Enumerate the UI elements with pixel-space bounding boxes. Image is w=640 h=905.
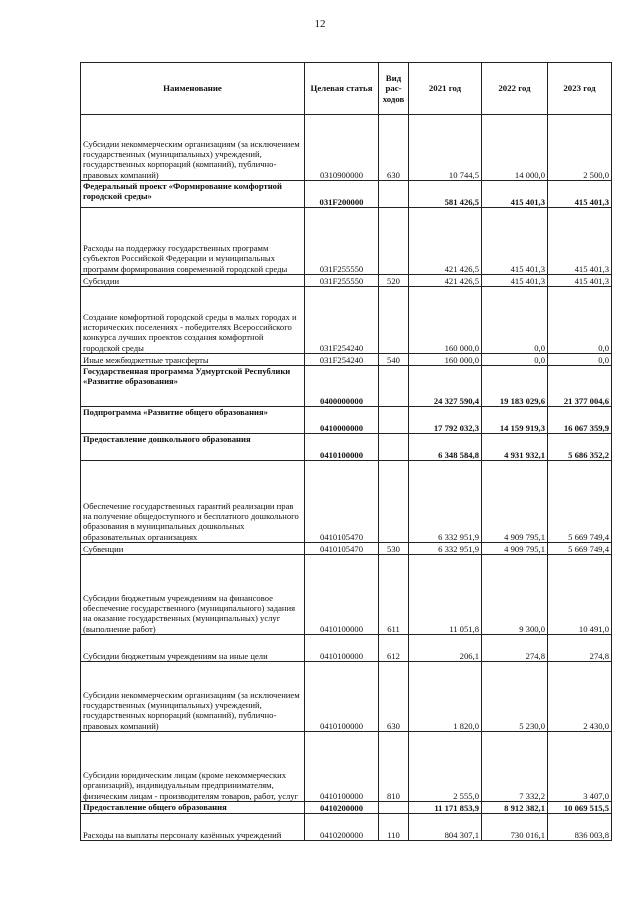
- table-row: [81, 543, 612, 555]
- row-kind: [379, 434, 409, 461]
- row-2022: 9 300,0: [482, 555, 548, 635]
- row-name: Субсидии бюджетным учреждениям на иные цели: [81, 635, 305, 662]
- row-2022: 415 401,3: [482, 275, 548, 287]
- row-code: 0410200000: [305, 814, 379, 841]
- row-2023: 415 401,3: [548, 181, 612, 208]
- row-2021: 804 307,1: [409, 814, 482, 841]
- row-code: 0410100000: [305, 635, 379, 662]
- row-2022: 0,0: [482, 287, 548, 354]
- row-2022: 4 931 932,1: [482, 434, 548, 461]
- row-2023: 0,0: [548, 287, 612, 354]
- row-2023: 2 430,0: [548, 662, 612, 732]
- row-2021: 206,1: [409, 635, 482, 662]
- header-year-2022: 2022 год: [482, 63, 548, 115]
- table-row: [81, 635, 612, 662]
- row-2021: 1 820,0: [409, 662, 482, 732]
- row-2022: 274,8: [482, 635, 548, 662]
- row-2022: 415 401,3: [482, 208, 548, 275]
- row-2022: 0,0: [482, 354, 548, 366]
- row-2023: 5 686 352,2: [548, 434, 612, 461]
- row-name: Предоставление дошкольного образования: [81, 434, 305, 461]
- row-2023: 415 401,3: [548, 275, 612, 287]
- row-code: 0310900000: [305, 115, 379, 181]
- header-expense-type: Вид рас-ходов: [379, 63, 409, 115]
- row-code: 0410100000: [305, 732, 379, 802]
- row-kind: [379, 407, 409, 434]
- row-2022: 4 909 795,1: [482, 461, 548, 543]
- row-2021: 11 171 853,9: [409, 802, 482, 814]
- row-2022: 415 401,3: [482, 181, 548, 208]
- row-name: Субвенции: [81, 543, 305, 555]
- row-code: 031F255550: [305, 275, 379, 287]
- row-2023: 2 500,0: [548, 115, 612, 181]
- header-name: Наименование: [81, 63, 305, 115]
- row-2021: 6 332 951,9: [409, 461, 482, 543]
- row-kind: 530: [379, 543, 409, 555]
- header-row: [81, 63, 612, 115]
- row-kind: [379, 802, 409, 814]
- row-name: Федеральный проект «Формирование комфортной городской среды»: [81, 181, 305, 208]
- row-kind: 810: [379, 732, 409, 802]
- table-row: [81, 208, 612, 275]
- row-kind: 520: [379, 275, 409, 287]
- row-2021: 17 792 032,3: [409, 407, 482, 434]
- row-2021: 10 744,5: [409, 115, 482, 181]
- row-code: 0410200000: [305, 802, 379, 814]
- row-2022: 19 183 029,6: [482, 366, 548, 407]
- row-2023: 415 401,3: [548, 208, 612, 275]
- row-kind: 630: [379, 115, 409, 181]
- row-name: Создание комфортной городской среды в малых городах и исторических поселениях - победителях Всероссийского конкурса лучших проектов создания комфортной городской среды: [81, 287, 305, 354]
- row-2022: 4 909 795,1: [482, 543, 548, 555]
- row-2022: 8 912 382,1: [482, 802, 548, 814]
- row-name: Подпрограмма «Развитие общего образования»: [81, 407, 305, 434]
- row-name: Предоставление общего образования: [81, 802, 305, 814]
- row-2021: 421 426,5: [409, 208, 482, 275]
- row-name: Иные межбюджетные трансферты: [81, 354, 305, 366]
- row-name: Расходы на поддержку государственных программ субъектов Российской Федерации и муниципальных программ формирования современной городской среды: [81, 208, 305, 275]
- row-name: Субсидии: [81, 275, 305, 287]
- row-name: Обеспечение государственных гарантий реализации прав на получение общедоступного и бесплатного дошкольного образования в муниципальных дошкольных образовательных организациях: [81, 461, 305, 543]
- row-code: 031F254240: [305, 287, 379, 354]
- row-2021: 6 348 584,8: [409, 434, 482, 461]
- row-2022: 14 000,0: [482, 115, 548, 181]
- row-2023: 16 067 359,9: [548, 407, 612, 434]
- row-code: 0410000000: [305, 407, 379, 434]
- row-2021: 11 051,8: [409, 555, 482, 635]
- table-row: [81, 407, 612, 434]
- row-code: 031F200000: [305, 181, 379, 208]
- row-code: 0410100000: [305, 662, 379, 732]
- row-2022: 7 332,2: [482, 732, 548, 802]
- table-row: [81, 287, 612, 354]
- row-name: Государственная программа Удмуртской Республики «Развитие образования»: [81, 366, 305, 407]
- page-number: 12: [314, 18, 326, 30]
- row-2023: 0,0: [548, 354, 612, 366]
- row-name: Субсидии некоммерческим организациям (за исключением государственных (муниципальных) учреждений, государственных корпораций (компаний), публично-правовых компаний): [81, 115, 305, 181]
- row-name: Субсидии некоммерческим организациям (за исключением государственных (муниципальных) учреждений, государственных корпораций (компаний), публично-правовых компаний): [81, 662, 305, 732]
- table-row: [81, 275, 612, 287]
- row-name: Субсидии бюджетным учреждениям на финансовое обеспечение государственного (муниципального) задания на оказание государственных (муниципальных) услуг (выполнение работ): [81, 555, 305, 635]
- row-2021: 24 327 590,4: [409, 366, 482, 407]
- row-2023: 10 491,0: [548, 555, 612, 635]
- row-2021: 581 426,5: [409, 181, 482, 208]
- row-2023: 10 069 515,5: [548, 802, 612, 814]
- row-2022: 14 159 919,3: [482, 407, 548, 434]
- row-2022: 5 230,0: [482, 662, 548, 732]
- table-row: [81, 115, 612, 181]
- row-2021: 160 000,0: [409, 287, 482, 354]
- row-2023: 3 407,0: [548, 732, 612, 802]
- row-code: 0410105470: [305, 543, 379, 555]
- budget-table: [80, 62, 612, 841]
- table-row: [81, 555, 612, 635]
- row-kind: [379, 366, 409, 407]
- row-2021: 6 332 951,9: [409, 543, 482, 555]
- header-year-2021: 2021 год: [409, 63, 482, 115]
- row-2023: 21 377 004,6: [548, 366, 612, 407]
- row-kind: 611: [379, 555, 409, 635]
- row-2021: 160 000,0: [409, 354, 482, 366]
- row-2021: 2 555,0: [409, 732, 482, 802]
- row-2023: 836 003,8: [548, 814, 612, 841]
- row-code: 0410100000: [305, 434, 379, 461]
- row-code: 031F254240: [305, 354, 379, 366]
- row-kind: 540: [379, 354, 409, 366]
- table-row: [81, 814, 612, 841]
- row-2023: 274,8: [548, 635, 612, 662]
- row-code: 031F255550: [305, 208, 379, 275]
- header-year-2023: 2023 год: [548, 63, 612, 115]
- row-code: 0410105470: [305, 461, 379, 543]
- header-target-article: Целевая статья: [305, 63, 379, 115]
- table-row: [81, 354, 612, 366]
- row-kind: 630: [379, 662, 409, 732]
- table-row: [81, 802, 612, 814]
- table-row: [81, 181, 612, 208]
- row-kind: [379, 287, 409, 354]
- table-row: [81, 732, 612, 802]
- row-2022: 730 016,1: [482, 814, 548, 841]
- table-row: [81, 366, 612, 407]
- row-name: Расходы на выплаты персоналу казённых учреждений: [81, 814, 305, 841]
- table-row: [81, 662, 612, 732]
- table-row: [81, 434, 612, 461]
- row-name: Субсидии юридическим лицам (кроме некоммерческих организаций), индивидуальным предпринимателям, физическим лицам - производителям товаров, работ, услуг: [81, 732, 305, 802]
- table-row: [81, 461, 612, 543]
- row-kind: 110: [379, 814, 409, 841]
- row-2023: 5 669 749,4: [548, 543, 612, 555]
- row-kind: [379, 181, 409, 208]
- row-2023: 5 669 749,4: [548, 461, 612, 543]
- row-code: 0410100000: [305, 555, 379, 635]
- row-kind: 612: [379, 635, 409, 662]
- row-kind: [379, 461, 409, 543]
- row-code: 0400000000: [305, 366, 379, 407]
- row-kind: [379, 208, 409, 275]
- row-2021: 421 426,5: [409, 275, 482, 287]
